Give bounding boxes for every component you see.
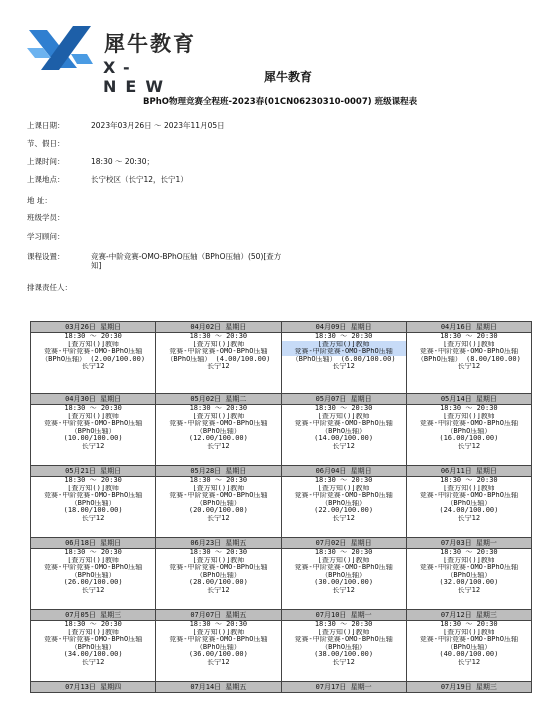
session-course-sub: （BPhO压轴） xyxy=(70,427,116,435)
session-course-sub: （BPhO压轴） xyxy=(446,427,492,435)
session-course-sub: （BPhO压轴） xyxy=(195,643,241,651)
session-teacher: [查方知()]教师 xyxy=(442,484,495,492)
session-room: 长宁12 xyxy=(207,658,230,666)
session-time: 18:30 ～ 20:30 xyxy=(440,477,498,484)
session-room: 长宁12 xyxy=(81,658,105,666)
session-teacher: [查方知()]教师 xyxy=(192,628,245,636)
session-cell xyxy=(406,549,531,610)
info-value: 18:30 ～ 20:30； xyxy=(91,157,154,166)
date-header: 06月23日 星期五 xyxy=(156,538,281,549)
date-header: 07月19日 星期三 xyxy=(406,682,531,693)
session-time: 18:30 ～ 20:30 xyxy=(64,333,122,340)
date-header: 07月12日 星期三 xyxy=(406,610,531,621)
session-cell xyxy=(281,549,406,610)
session-course: 竞赛-中阶竞赛-OMO-BPhO压轴 xyxy=(294,420,393,428)
info-label: 班级学员： xyxy=(27,213,65,222)
session-course: 竞赛-中阶竞赛-OMO-BPhO压轴 xyxy=(169,348,268,356)
session-course: 竞赛-中阶竞赛-OMO-BPhO压轴 xyxy=(44,564,143,572)
session-course: 竞赛-中阶竞赛-OMO-BPhO压轴 xyxy=(169,492,268,500)
session-room: 长宁12 xyxy=(207,363,230,371)
session-time: 18:30 ～ 20:30 xyxy=(64,477,122,484)
session-cell xyxy=(406,405,531,466)
session-teacher: [查方知()]教师 xyxy=(67,340,120,348)
session-course-sub: （BPhO压轴） xyxy=(195,427,241,435)
session-room: 长宁12 xyxy=(457,586,481,594)
session-time: 18:30 ～ 20:30 xyxy=(314,405,373,412)
session-cell xyxy=(156,549,281,610)
session-teacher: [查方知()]教师 xyxy=(192,484,245,492)
date-header-row xyxy=(31,610,532,621)
session-row xyxy=(31,405,532,466)
date-header: 04月16日 星期日 xyxy=(406,322,531,333)
info-value: 竞赛-中阶竞赛-OMO-BPhO压轴（BPhO压轴）(50)[查方 xyxy=(91,252,282,261)
session-room: 长宁12 xyxy=(332,363,355,371)
session-time: 18:30 ～ 20:30 xyxy=(189,621,248,628)
session-course-sub: （BPhO压轴） (6.00/100.00) xyxy=(291,355,396,363)
date-header: 05月14日 星期日 xyxy=(406,394,531,405)
date-header-row xyxy=(31,682,532,693)
session-course: 竞赛-中阶竞赛-OMO-BPhO压轴 xyxy=(419,492,518,500)
session-course: 竞赛-中阶竞赛-OMO-BPhO压轴 xyxy=(419,636,518,644)
session-cell xyxy=(406,621,531,682)
session-time: 18:30 ～ 20:30 xyxy=(189,549,248,556)
info-value: 2023年03月26日 ～ 2023年11月05日 xyxy=(91,121,225,130)
session-course: 竞赛-中阶竞赛-OMO-BPhO压轴 xyxy=(169,636,268,644)
date-header: 05月28日 星期日 xyxy=(156,466,281,477)
session-course: 竞赛-中阶竞赛-OMO-BPhO压轴 xyxy=(419,564,518,572)
session-cell xyxy=(31,405,156,466)
session-course-sub: （BPhO压轴） (8.00/100.00) xyxy=(416,355,521,363)
session-progress: (28.00/100.00) xyxy=(188,579,248,587)
info-label: 课程设置： xyxy=(27,252,65,261)
session-course-sub: （BPhO压轴） xyxy=(446,643,492,651)
session-time: 18:30 ～ 20:30 xyxy=(440,549,498,556)
session-course: 竞赛-中阶竞赛-OMO-BPhO压轴 xyxy=(419,420,518,428)
session-course-sub: （BPhO压轴） xyxy=(446,571,492,579)
session-progress: (18.00/100.00) xyxy=(63,507,123,515)
date-header: 05月02日 星期二 xyxy=(156,394,281,405)
date-header: 03月26日 星期日 xyxy=(31,322,156,333)
session-teacher: [查方知()]教师 xyxy=(192,340,245,348)
session-time: 18:30 ～ 20:30 xyxy=(314,549,373,556)
session-cell xyxy=(156,333,281,394)
session-time: 18:30 ～ 20:30 xyxy=(314,333,373,340)
date-header: 07月14日 星期五 xyxy=(156,682,281,693)
session-course: 竞赛-中阶竞赛-OMO-BPhO压轴 xyxy=(294,492,393,500)
session-course-sub: （BPhO压轴） xyxy=(70,571,116,579)
session-teacher: [查方知()]教师 xyxy=(67,628,120,636)
session-time: 18:30 ～ 20:30 xyxy=(440,405,498,412)
session-course-sub: （BPhO压轴） (2.00/100.00) xyxy=(41,355,146,363)
session-course: 竞赛-中阶竞赛-OMO-BPhO压轴 xyxy=(44,636,143,644)
session-course-sub: （BPhO压轴） (4.00/100.00) xyxy=(166,355,271,363)
session-teacher: [查方知()]教师 xyxy=(67,484,120,492)
session-cell xyxy=(281,621,406,682)
session-cell xyxy=(281,405,406,466)
session-room: 长宁12 xyxy=(457,514,481,522)
session-progress: (12.00/100.00) xyxy=(188,435,248,443)
info-label: 地 址： xyxy=(27,196,52,205)
session-time: 18:30 ～ 20:30 xyxy=(440,333,498,340)
session-room: 长宁12 xyxy=(457,658,481,666)
session-progress: (10.00/100.00) xyxy=(63,435,123,443)
session-course: 竞赛-中阶竞赛-OMO-BPhO压轴 xyxy=(44,420,143,428)
session-cell xyxy=(156,621,281,682)
session-progress: (36.00/100.00) xyxy=(188,651,248,659)
session-progress: (24.00/100.00) xyxy=(439,507,499,515)
session-course-sub: （BPhO压轴） xyxy=(321,499,367,507)
session-room: 长宁12 xyxy=(332,586,355,594)
date-header: 06月18日 星期日 xyxy=(31,538,156,549)
session-time: 18:30 ～ 20:30 xyxy=(189,333,248,340)
info-label: 学习顾问： xyxy=(27,232,65,241)
session-room: 长宁12 xyxy=(81,363,105,371)
session-row xyxy=(31,333,532,394)
session-row xyxy=(31,549,532,610)
session-room: 长宁12 xyxy=(332,658,355,666)
date-header-row xyxy=(31,466,532,477)
session-course-sub: （BPhO压轴） xyxy=(321,427,367,435)
session-course-sub: （BPhO压轴） xyxy=(195,499,241,507)
session-course: 竞赛-中阶竞赛-OMO-BPhO压轴 xyxy=(44,348,143,356)
session-progress: (40.00/100.00) xyxy=(439,651,499,659)
session-course: 竞赛-中阶竞赛-OMO-BPhO压轴 xyxy=(44,492,143,500)
session-course: 竞赛-中阶竞赛-OMO-BPhO压轴 xyxy=(169,420,268,428)
session-room: 长宁12 xyxy=(332,514,355,522)
date-header: 07月02日 星期日 xyxy=(281,538,406,549)
session-time: 18:30 ～ 20:30 xyxy=(64,405,122,412)
date-header-row xyxy=(31,322,532,333)
session-teacher: [查方知()]教师 xyxy=(317,412,370,420)
session-teacher: [查方知()]教师 xyxy=(67,556,120,564)
session-teacher: [查方知()]教师 xyxy=(317,484,370,492)
info-value-cont: 知] xyxy=(91,261,102,270)
session-time: 18:30 ～ 20:30 xyxy=(314,621,373,628)
session-room: 长宁12 xyxy=(81,442,105,450)
session-time: 18:30 ～ 20:30 xyxy=(64,621,122,628)
session-course-sub: （BPhO压轴） xyxy=(321,571,367,579)
info-label: 节、假日： xyxy=(27,139,65,148)
x-new-logo-icon xyxy=(27,24,93,74)
date-header: 07月07日 星期五 xyxy=(156,610,281,621)
date-header: 07月13日 星期四 xyxy=(31,682,156,693)
session-time: 18:30 ～ 20:30 xyxy=(440,621,498,628)
session-course: 竞赛-中阶竞赛-OMO-BPhO压轴 xyxy=(419,348,518,356)
session-cell xyxy=(31,333,156,394)
session-cell xyxy=(31,549,156,610)
date-header: 07月10日 星期一 xyxy=(281,610,406,621)
session-time: 18:30 ～ 20:30 xyxy=(189,405,248,412)
session-cell xyxy=(406,477,531,538)
session-progress: (22.00/100.00) xyxy=(314,507,374,515)
session-progress: (38.00/100.00) xyxy=(314,651,374,659)
session-course: 竞赛-中阶竞赛-OMO-BPhO压轴 xyxy=(294,636,393,644)
date-header: 07月17日 星期一 xyxy=(281,682,406,693)
session-progress: (14.00/100.00) xyxy=(314,435,374,443)
date-header-row xyxy=(31,394,532,405)
date-header: 05月21日 星期日 xyxy=(31,466,156,477)
session-cell xyxy=(156,405,281,466)
session-course-sub: （BPhO压轴） xyxy=(446,499,492,507)
session-progress: (30.00/100.00) xyxy=(314,579,374,587)
session-cell xyxy=(156,477,281,538)
session-room: 长宁12 xyxy=(457,442,481,450)
session-course: 竞赛-中阶竞赛-OMO-BPhO压轴 xyxy=(169,564,268,572)
info-label: 排课责任人： xyxy=(27,283,72,292)
session-progress: (26.00/100.00) xyxy=(63,579,123,587)
session-course-sub: （BPhO压轴） xyxy=(195,571,241,579)
info-value: 长宁校区（长宁12，长宁1） xyxy=(91,175,188,184)
session-progress: (16.00/100.00) xyxy=(439,435,499,443)
session-progress: (20.00/100.00) xyxy=(188,507,248,515)
brand-name-cn: 犀牛教育 xyxy=(104,32,196,56)
session-progress: (32.00/100.00) xyxy=(439,579,499,587)
date-header: 06月11日 星期日 xyxy=(406,466,531,477)
info-label: 上课日期： xyxy=(27,121,65,130)
session-teacher: [查方知()]教师 xyxy=(442,556,495,564)
session-teacher: [查方知()]教师 xyxy=(317,628,370,636)
session-teacher: [查方知()]教师 xyxy=(192,556,245,564)
session-room: 长宁12 xyxy=(207,442,230,450)
date-header-row xyxy=(31,538,532,549)
session-cell xyxy=(281,333,406,394)
date-header: 06月04日 星期日 xyxy=(281,466,406,477)
session-teacher: [查方知()]教师 xyxy=(282,341,406,349)
session-cell xyxy=(406,333,531,394)
session-course-sub: （BPhO压轴） xyxy=(321,643,367,651)
session-teacher: [查方知()]教师 xyxy=(442,340,495,348)
date-header: 04月09日 星期日 xyxy=(281,322,406,333)
date-header: 04月30日 星期日 xyxy=(31,394,156,405)
session-time: 18:30 ～ 20:30 xyxy=(314,477,373,484)
session-cell xyxy=(281,477,406,538)
info-label: 上课时间： xyxy=(27,157,65,166)
date-header: 07月03日 星期一 xyxy=(406,538,531,549)
session-teacher: [查方知()]教师 xyxy=(442,628,495,636)
date-header: 07月05日 星期三 xyxy=(31,610,156,621)
session-teacher: [查方知()]教师 xyxy=(192,412,245,420)
date-header: 05月07日 星期日 xyxy=(281,394,406,405)
session-room: 长宁12 xyxy=(207,514,230,522)
page-title: BPhO物理竞赛全程班-2023春(01CN06230310-0007) 班级课程表 xyxy=(143,97,418,107)
session-time: 18:30 ～ 20:30 xyxy=(189,477,248,484)
session-course: 竞赛-中阶竞赛-OMO-BPhO压轴 xyxy=(294,564,393,572)
session-row xyxy=(31,477,532,538)
session-room: 长宁12 xyxy=(81,586,105,594)
session-time: 18:30 ～ 20:30 xyxy=(64,549,122,556)
session-cell xyxy=(31,477,156,538)
date-header: 04月02日 星期日 xyxy=(156,322,281,333)
session-course-sub: （BPhO压轴） xyxy=(70,499,116,507)
info-label: 上课地点： xyxy=(27,175,65,184)
org-name: 犀牛教育 xyxy=(264,70,313,84)
session-progress: (34.00/100.00) xyxy=(63,651,123,659)
brand-logo xyxy=(27,20,207,96)
session-room: 长宁12 xyxy=(207,586,230,594)
brand-name-en: X-NEW xyxy=(103,58,172,96)
session-course-sub: （BPhO压轴） xyxy=(70,643,116,651)
session-teacher: [查方知()]教师 xyxy=(442,412,495,420)
session-cell xyxy=(31,621,156,682)
session-teacher: [查方知()]教师 xyxy=(317,556,370,564)
session-room: 长宁12 xyxy=(457,363,481,371)
session-course: 竞赛-中阶竞赛-OMO-BPhO压轴 xyxy=(282,348,406,356)
session-room: 长宁12 xyxy=(332,442,355,450)
session-row xyxy=(31,621,532,682)
schedule-table xyxy=(30,321,532,693)
session-room: 长宁12 xyxy=(81,514,105,522)
session-teacher: [查方知()]教师 xyxy=(67,412,120,420)
